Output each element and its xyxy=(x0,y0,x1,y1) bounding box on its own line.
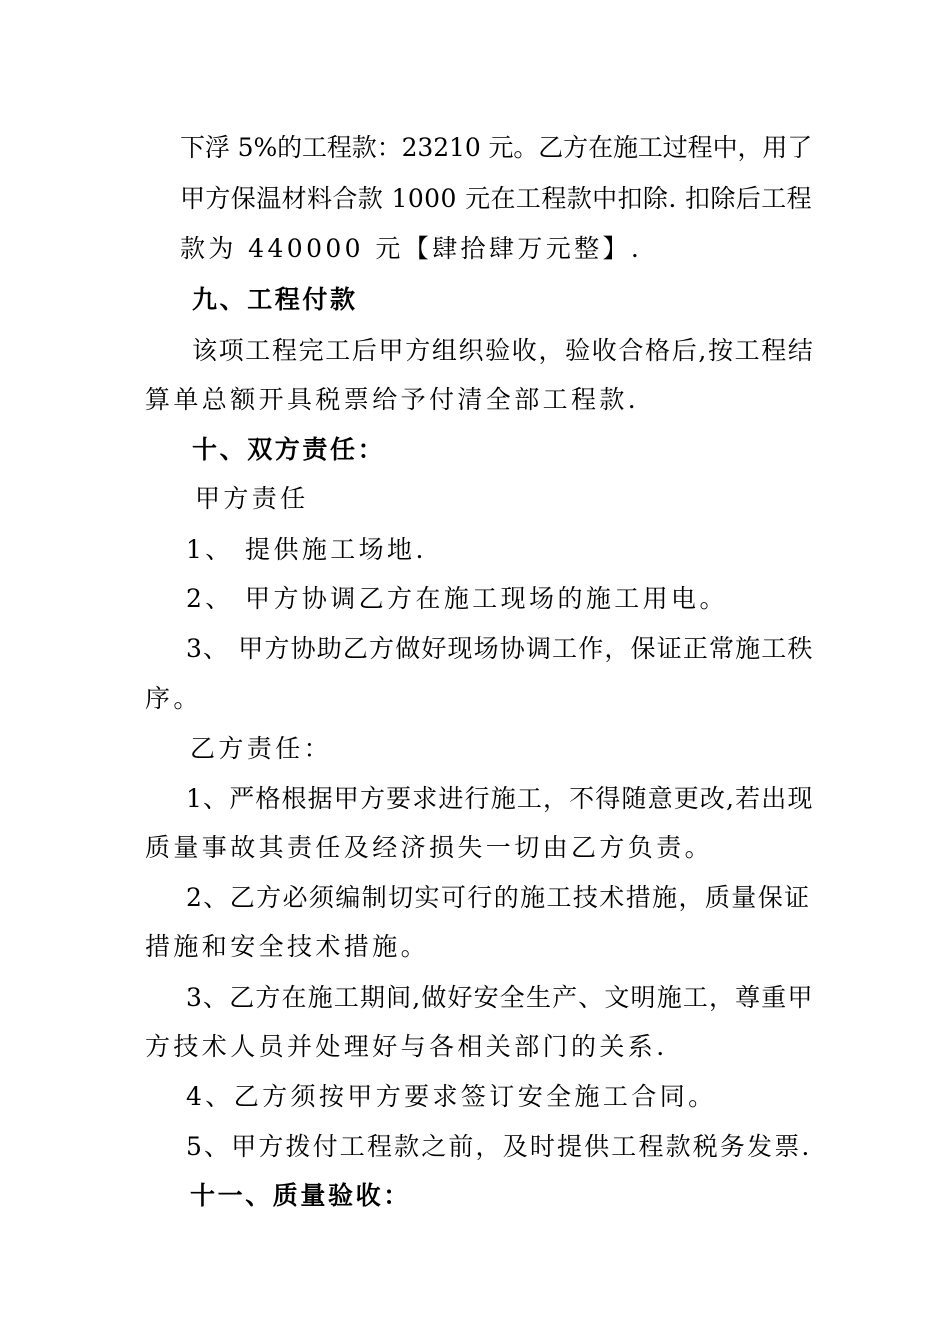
text-line: 款为 440000 元【肆拾肆万元整】. xyxy=(180,234,643,263)
text-line: 该项工程完工后甲方组织验收，验收合格后,按工程结 xyxy=(192,336,815,365)
section-heading: 十、双方责任： xyxy=(192,435,386,464)
list-item: 1、严格根据甲方要求进行施工，不得随意更改,若出现 xyxy=(186,784,814,813)
list-item: 1、 提供施工场地. xyxy=(186,535,427,564)
text-line: 方技术人员并处理好与各相关部门的关系. xyxy=(145,1032,668,1061)
text-line: 算单总额开具税票给予付清全部工程款. xyxy=(145,385,640,414)
list-item: 4、乙方须按甲方要求签订安全施工合同。 xyxy=(186,1082,717,1111)
section-heading: 九、工程付款 xyxy=(192,285,358,314)
list-item: 5、甲方拨付工程款之前，及时提供工程款税务发票. xyxy=(186,1132,812,1161)
text-line: 措施和安全技术措施。 xyxy=(145,932,430,961)
text-line: 甲方保温材料合款 1000 元在工程款中扣除. 扣除后工程 xyxy=(180,184,813,213)
list-item: 3、 甲方协助乙方做好现场协调工作，保证正常施工秩 xyxy=(186,634,814,663)
section-heading: 十一、质量验收： xyxy=(190,1181,411,1210)
list-item: 2、 甲方协调乙方在施工现场的施工用电。 xyxy=(186,584,728,613)
list-item: 3、乙方在施工期间,做好安全生产、文明施工，尊重甲 xyxy=(186,983,814,1012)
text-line: 序。 xyxy=(145,684,202,713)
text-line: 质量事故其责任及经济损失一切由乙方负责。 xyxy=(145,833,714,862)
text-line: 下浮 5%的工程款：23210 元。乙方在施工过程中，用了 xyxy=(180,133,813,162)
subheading: 甲方责任 xyxy=(195,484,309,513)
subheading: 乙方责任： xyxy=(190,734,333,763)
list-item: 2、乙方必须编制切实可行的施工技术措施，质量保证 xyxy=(186,883,811,912)
